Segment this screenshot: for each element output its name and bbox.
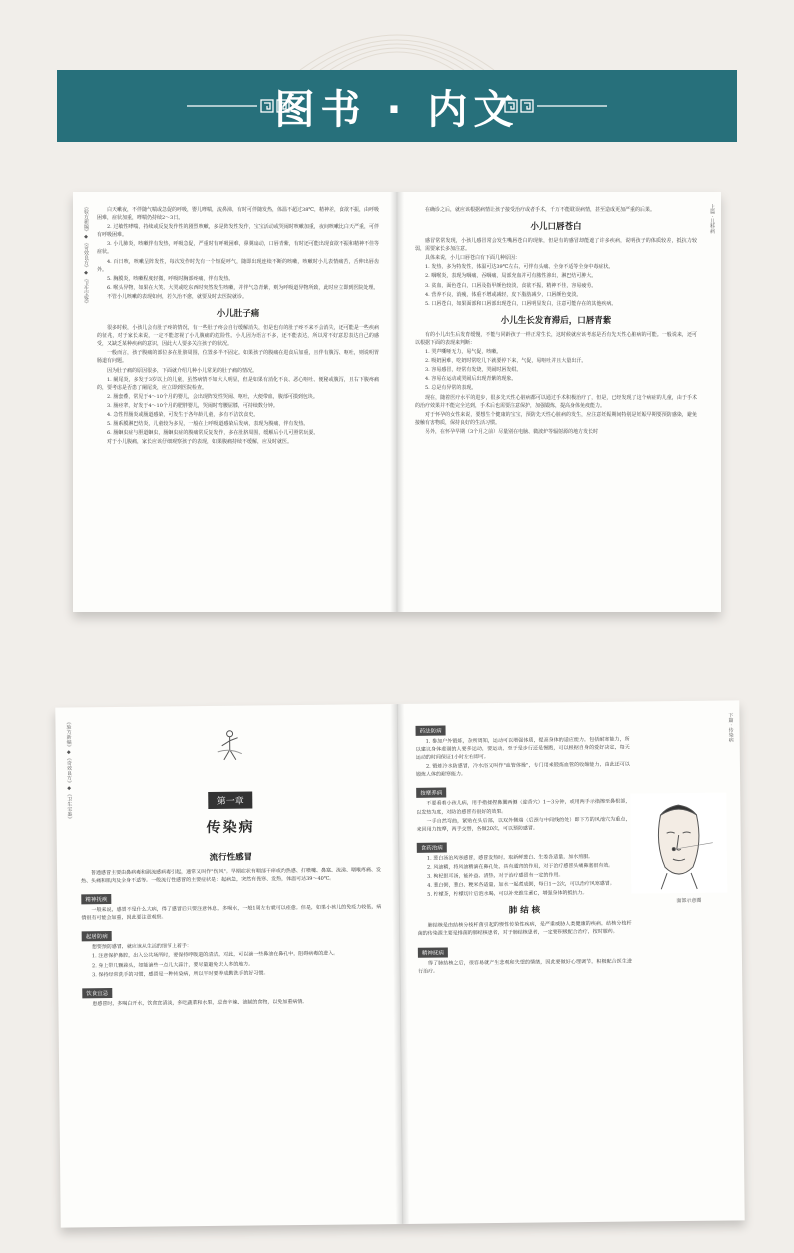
ornament-right <box>497 97 607 115</box>
body-paragraph: 普通感冒主要由鼻病毒和副流感病毒引起，通常又叫作"伤风"。早期症状有咽部干痒或灼热感、打喷嚏、鼻塞、流涕、咽喉疼痛、发热、头痛和肌肉及全身不适等。一般流行性感冒的主要症状是：起病急，突然有畏寒、发热，体温可达39～40℃。 <box>81 867 382 885</box>
spread2-left-page <box>55 704 402 1228</box>
subsection-tag-row <box>418 937 632 959</box>
spread1-left-content <box>97 206 379 447</box>
left-running-head: 《验方新编》◆《奇效良方》◆《卫生宝鉴》 <box>83 204 89 306</box>
face-icon <box>630 793 727 894</box>
body-paragraph: 1. 注意保护鼻腔，出入公共场所时，要保持呼吸道的清洁，对此，可以滴一些鼻油在鼻孔中，阻碍病毒的进入。 <box>91 951 339 960</box>
body-paragraph: 1. 发热，多为特发性，体温可达39℃左右，可伴有头痛、全身不适等全身中毒症状。 <box>425 264 614 271</box>
body-paragraph: 4. 百日咳，咳嗽呈阵发性，每次发作时先有一个短促呼气，随即出现连续不断的咳嗽，咳嗽时小儿表情痛苦，舌伸出唇齿外。 <box>97 258 379 273</box>
body-paragraph: 1. 阑尾炎，多发于3岁以上的儿童，虽然病情不如大人明显，但是如果有消化不良、恶心呕吐、便秘或腹泻，且右下腹疼痛的，要考虑是否患了阑尾炎，应立即到医院检查。 <box>97 376 379 391</box>
banner-title: 图书 · 内文 <box>274 86 520 133</box>
spread2-right-content <box>415 716 632 977</box>
spread2-left-content <box>79 718 382 1009</box>
body-paragraph: 6. 肠蛔虫症与胆道蛔虫，肠蛔虫症的腹痛常反复发作，多在肚脐周围，缓解后小儿可照常玩耍。 <box>107 430 319 437</box>
left-running-head: 《验方新编》◆《奇效良方》◆《卫生宝鉴》 <box>65 719 73 822</box>
book-spine <box>390 192 404 612</box>
body-paragraph: 现在，随着医疗水平的进步，很多先天性心脏病都可以通过手术积极治疗了，但是，已经发现了这个病症的儿童，由于手术的治疗效果并不能完全达到，手术后也需要注意保护，加强锻炼，提高身体免疫能力。 <box>415 394 697 409</box>
subsection-tag: 精神抚病 <box>418 947 448 957</box>
body-paragraph: 不管小儿咳嗽的表现如何，若久治不愈，就要及时去医院就诊。 <box>107 293 248 300</box>
body-paragraph: 不要看着小孩儿病，用手指揉捏鼻翼两侧（迎香穴）1～3分钟，或用两手示指擦至鼻根部，以发热为度，对防治感冒有很好的效果。 <box>416 799 631 816</box>
subsection-tag: 药法防病 <box>416 726 446 736</box>
subsection-tag-row <box>416 778 630 800</box>
body-paragraph: 在确诊之后，就应该根据病情让孩子接受治疗或者手术，千万不能耽误病情，甚至造成更加严重的后果。 <box>425 207 656 213</box>
subsection-tag: 精神抚疾 <box>81 894 111 904</box>
subsection-tag: 按摩养病 <box>416 788 446 798</box>
chapter-title: 传染病 <box>206 819 255 837</box>
body-paragraph: 2. 过敏性哮喘，持续或反复发作性的剧烈咳嗽，多是阵发性发作，宝宝活动或哭闹时咳嗽加重，夜间咳嗽比白天严重，可伴有呼吸困难。 <box>97 224 379 239</box>
body-paragraph: 3. 枸杞银耳汤，能补益、清热，对于治疗感冒有一定的作用。 <box>427 872 564 880</box>
body-paragraph: 因为肚子痛的原因很多，下面就介绍几种小儿常见的肚子痛的情况。 <box>107 367 258 374</box>
body-paragraph: 很多时候，小孩儿会有肚子疼的情况，有一些肚子疼会自行缓解消失，但是也有的肚子疼不来不会消失，还可能是一些疾病的征兆，对于家长来说，一定不能忽视了小儿腹痛的危险性。小儿因为语言不多，还不能表达，所以常不好意思表达自己的感受，又缺乏某种疾病的意识，因此大人要多关注孩子的状况。 <box>97 325 379 348</box>
body-paragraph: 对于怀孕的女性来说，要想生个健康的宝宝，预防先天性心脏病的发生，应注意妊娠期间特别是妊娠早期要预防感染，避免接触有害物质，保持良好的生活习惯。 <box>415 411 697 426</box>
section-title: 流行性感冒 <box>209 852 253 863</box>
ornament-left <box>187 97 297 115</box>
spread1-right-page <box>397 192 721 612</box>
book-spread-2 <box>55 700 744 1227</box>
spread1-left-page <box>73 192 397 612</box>
body-paragraph: 5. 口唇苍白，如果面部和口唇部出现苍白，口唇明显发白，注意可能存在的其他疾病。 <box>425 300 617 307</box>
body-paragraph: 3. 小儿肺炎，咳嗽伴有发热，呼吸急促，严重时有呼吸困难，鼻翼扇动，口唇青紫，有时还可能出现食欲不振和精神不佳等症状。 <box>97 241 379 256</box>
chapter-heading <box>80 726 381 838</box>
body-paragraph: 2. 吸奶困难，吃奶时常吃几下就要停下来，气促，易呕吐并且大量出汗。 <box>425 358 587 365</box>
body-paragraph: 6. 喉头异物，如果在大笑、大哭或吃东西时突然发生咳嗽，并伴气急青紫，则为呼吸道异物所致，此时应立即到医院处理。 <box>107 284 379 291</box>
body-paragraph: 5. 柠檬茶，柠檬切片后泡水喝，可以补充维生素C，增强身体的抵抗力。 <box>427 890 588 898</box>
body-paragraph: 一般而言，孩子腹痛的部位多在肚脐周围，位置多半不固定。如果孩子的腹痛在进食后加重，且伴有腹泻、呕吐，则说明胃肠道有问题。 <box>97 350 379 365</box>
subsection-tag-row <box>417 832 631 854</box>
spread2-left-body <box>81 849 383 1008</box>
body-paragraph: 4. 急性胃肠炎或肠道感染，可发生于各年龄儿童，多有不洁饮食史。 <box>107 411 259 418</box>
body-paragraph: 3. 肠痉挛，好发于4～10个月的肥胖婴儿，哭闹时弯腰屈膝，可持续数分钟。 <box>107 402 278 409</box>
subsection-tag: 起居防病 <box>82 931 112 941</box>
body-paragraph: 得了肺结核之后，很容易就产生悲观和失望的情绪，因此要做好心理调节，积极配合医生进行治疗。 <box>418 958 633 975</box>
subsection-tag-row <box>415 716 629 738</box>
body-paragraph: 2. 锻炼冷水防感冒，冷水浴又叫作"血管体操"，专门用来锻炼血管的收缩能力，由此还可以锻炼人体的耐寒能力。 <box>415 761 630 779</box>
spread1-right-content <box>415 206 697 437</box>
book-spread-1 <box>73 192 721 612</box>
spread2-right-page <box>397 700 744 1224</box>
body-paragraph: 2. 风油精，将风油精滴在鼻孔处，具有通窍的作用，对于治疗感冒头痛鼻塞很有效。 <box>426 862 614 871</box>
subsection-tag: 食药治病 <box>417 842 447 852</box>
body-paragraph: 1. 葱白汤治风寒感冒，感冒发热时，取新鲜葱白、生姜各适量，加水煎服。 <box>426 853 594 862</box>
body-paragraph: 4. 容易在运动或哭闹后出现青紫的现象。 <box>425 376 517 383</box>
body-paragraph: 3. 保持经常洗手的习惯，感冒是一种传染病，所以平时要养成勤洗手的好习惯。 <box>92 970 269 978</box>
body-paragraph: 4. 营养不良，消瘦，体重不增或减轻，皮下脂肪减少，口唇颜色变淡。 <box>425 291 582 298</box>
body-paragraph: 3. 贫血，面色苍白，口唇及指甲颜色较淡，食欲不振，精神不佳，容易疲劳。 <box>425 282 597 289</box>
section-title: 小儿口唇苍白 <box>530 222 582 233</box>
section-title: 小儿肚子痛 <box>216 309 260 320</box>
section-title: 肺 结 核 <box>508 905 541 917</box>
face-caption: 面部示意图 <box>676 897 702 905</box>
body-paragraph: 1. 哭声嘶哑无力，易气促，咳嗽。 <box>425 349 502 356</box>
body-paragraph: 感冒常常发现，小孩儿感冒常会发生嘴唇苍白的现象，但是有的感冒却能遮了许多疾病，说明孩子的体质较差，抵抗力较弱，需要家长多加注意。 <box>415 238 697 253</box>
body-paragraph: 2. 咽喉炎，表现为咽痛，吞咽痛，局部充血并可有脓性渗出，淋巴结可肿大。 <box>425 273 597 280</box>
body-paragraph: 5. 胸膜炎，咳嗽程度轻微，呼吸时胸部疼痛，伴有发热。 <box>107 275 234 282</box>
header-banner <box>57 70 737 142</box>
decorative-wave-lines <box>0 0 794 80</box>
body-paragraph: 1. 参加户外锻炼，杂所周知，运动可以增强体质，提高身体的适应能力，包括耐寒能力，所以建议身体虚弱的人要多运动，要运动，至于是步行还是慢跑，可以根据自身的爱好决定，每天运动的时间保证1小时左右即可。 <box>415 736 630 762</box>
section-title: 小儿生长发育滞后，口唇青紫 <box>500 315 612 326</box>
right-running-head: 上篇 · 儿科病 <box>709 204 715 234</box>
chapter-label: 第一章 <box>209 792 252 809</box>
body-paragraph: 有的小儿出生后发育缓慢，不能与同龄孩子一样正常生长，这时候就应该考虑是否有先天性心脏病的可能。一般说来，还可以根据下面的表现来判断： <box>415 331 697 346</box>
body-paragraph: 一般来说，感冒不是什么大病，得了感冒后只要注意休息，多喝水，一般1周左右就可以痊愈。但是，如果小孩儿的免疫力较低，病情很有可能会加重，因此要注意观察。 <box>81 904 382 922</box>
subsection-tag: 饮食宜忌 <box>82 988 112 998</box>
body-paragraph: 5. 肠系膜淋巴结炎，儿童较为多见，一般在上呼吸道感染后发病，表现为腹痛，伴有发热。 <box>107 421 309 428</box>
body-paragraph: 另外，在怀孕早期（3个月之前）尽量别在电脑、微波炉等辐射源的地方发长时 <box>425 428 599 435</box>
right-running-head: 下篇 · 传染病 <box>727 712 734 743</box>
ink-figure-illustration <box>210 728 250 762</box>
body-paragraph: 白天嗽夜，不伴随气喘或急促的呼吸，婴儿哮喘，流鼻涕，有时可伴随发热，体温不超过38℃，精神差，食欲不振，由呼吸困难，症状加重，哮喘仍持续2～3日。 <box>97 207 379 222</box>
body-paragraph: 5. 总是有异常的表现。 <box>425 385 477 392</box>
body-paragraph: 对于小儿腹痛，家长应该仔细观察孩子的表现，如果腹痛持续不缓解，应及时就医。 <box>107 439 293 446</box>
body-paragraph: 4. 葱白粥，葱白、粳米各适量，加水一起煮成粥，每日1～2次，可以治疗风寒感冒。 <box>427 880 615 889</box>
body-paragraph: 2. 身上带几颗蒜头，如能滴些一点儿大蒜汁，要尽量避免去人多的地方。 <box>91 961 254 969</box>
face-acupoint-illustration <box>630 793 727 894</box>
body-paragraph: 想要预防感冒，就应该从生活的细节上着手： <box>91 943 192 951</box>
body-paragraph: 2. 肠套叠，常见于4～10个月的婴儿，会出现阵发性哭闹、呕吐，大便带血，腹部可摸到包块。 <box>107 393 318 400</box>
body-paragraph: 患感冒时，多喝白开水，饮食宜清淡，多吃蔬菜和水果，忌食辛辣、油腻的食物，以免加重病情。 <box>92 998 308 1007</box>
body-paragraph: 具体来说，小儿口唇苍白有下面几种原因： <box>425 255 521 262</box>
body-paragraph: 3. 容易感冒，经常有发烧，哭闹时唇发绀。 <box>425 367 522 374</box>
body-paragraph: 肺结核是由结核分枝杆菌引起的慢性传染性疾病，是严重威胁人类健康的疾病，结核分枝杆菌的传染源主要是排菌的肺结核患者，对于肺结核患者，一定要积极配合治疗，按时服药。 <box>417 920 632 938</box>
body-paragraph: 一手自然弯曲，紧贴在头后部，以双外侧端（后颈与中间线的处）即下方的风池穴为重点，来回用力按摩，两手交替，各做20次，可以预防感冒。 <box>416 816 631 833</box>
